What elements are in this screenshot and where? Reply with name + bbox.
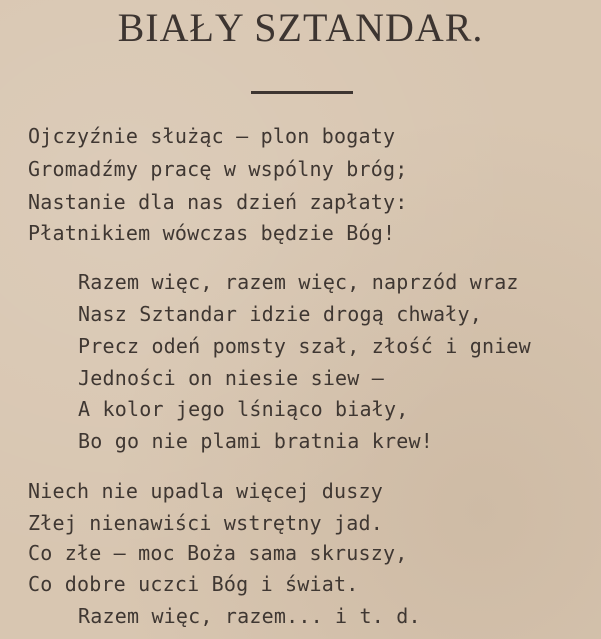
stanza1-line-2: Gromadźmy pracę w wspólny bróg; <box>28 157 408 181</box>
refrain-line-5: A kolor jego lśniąco biały, <box>78 397 409 421</box>
stanza2-line-1: Niech nie upadla więcej duszy <box>28 479 383 503</box>
stanza1-line-3: Nastanie dla nas dzień zapłaty: <box>28 190 408 214</box>
refrain-line-4: Jedności on niesie siew — <box>78 366 385 390</box>
stanza1-line-4: Płatnikiem wówczas będzie Bóg! <box>28 221 396 245</box>
refrain-line-3: Precz odeń pomsty szał, złość i gniew <box>78 334 531 358</box>
refrain-line-6: Bo go nie plami bratnia krew! <box>78 429 433 453</box>
stanza2-line-4: Co dobre uczci Bóg i świat. <box>28 572 359 596</box>
stanza1-line-1: Ojczyźnie służąc — plon bogaty <box>28 124 396 148</box>
refrain-line-1: Razem więc, razem więc, naprzód wraz <box>78 270 519 294</box>
stanza2-line-3: Co złe — moc Boża sama skruszy, <box>28 541 408 565</box>
stanza2-line-2: Złej nienawiści wstrętny jad. <box>28 511 383 535</box>
refrain-repeat-line: Razem więc, razem... i t. d. <box>78 604 421 628</box>
poem-title: BIAŁY SZTANDAR. <box>117 5 484 50</box>
refrain-line-2: Nasz Sztandar idzie drogą chwały, <box>78 302 482 326</box>
